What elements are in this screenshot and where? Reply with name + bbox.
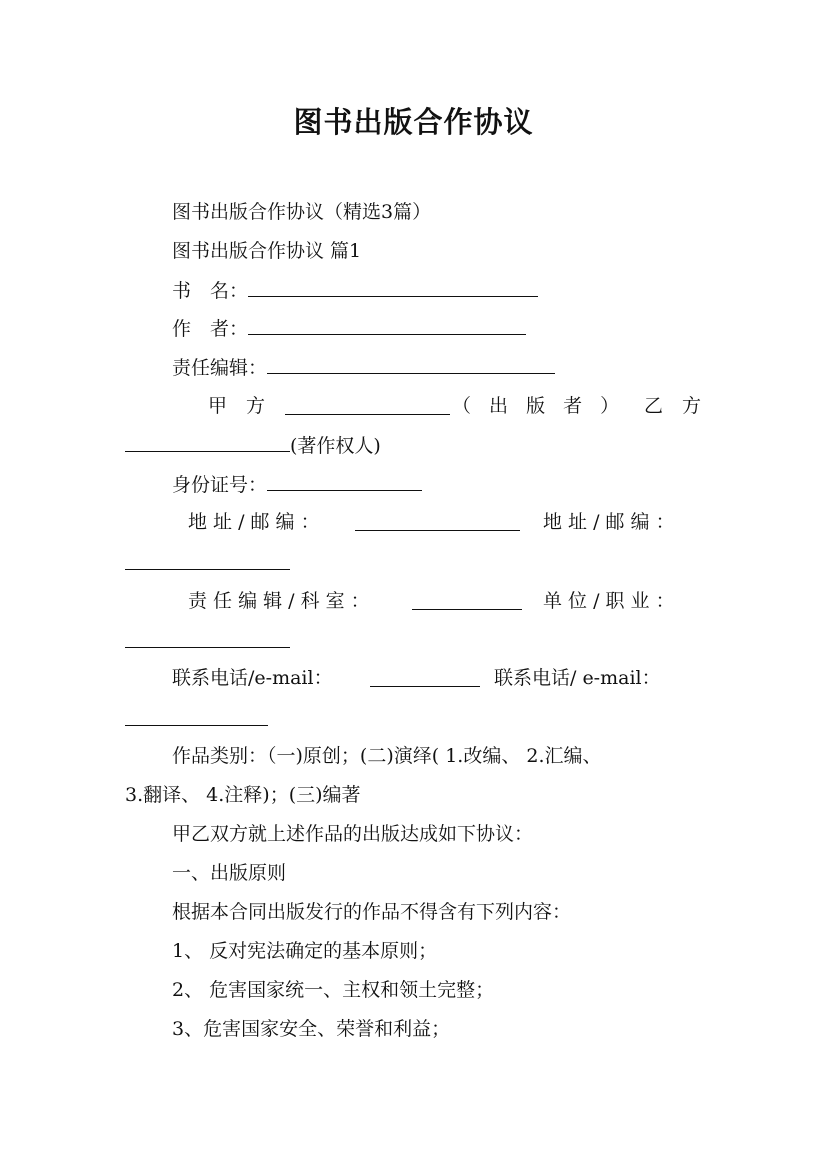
unit-label: 单 位 / 职 业 ： [543, 590, 675, 612]
id-blank [267, 472, 422, 491]
subtitle: 图书出版合作协议（精选3篇） [172, 201, 432, 223]
contact-blank-a [370, 668, 480, 687]
book-name-row [172, 278, 538, 303]
publisher-label: （ 出 版 者 ） [452, 395, 626, 417]
book-name-label: 书 名： [172, 280, 249, 302]
author-label: 作 者： [172, 318, 249, 340]
dept-label: 责 任 编 辑 / 科 室 ： [188, 590, 370, 612]
unit-blank [125, 629, 290, 648]
address-blank-b [125, 551, 290, 570]
copyright-owner-label: (著作权人) [290, 435, 381, 457]
section-1-title: 一、出版原则 [172, 862, 287, 884]
editor-row [172, 355, 555, 380]
id-label: 身份证号： [172, 474, 268, 496]
book-name-blank [248, 278, 538, 297]
list-item-1: 1、 反对宪法确定的基本原则； [172, 940, 438, 962]
author-blank [248, 316, 526, 335]
list-item-3: 3、危害国家安全、荣誉和利益； [172, 1018, 451, 1040]
id-row [172, 472, 422, 497]
contact-label-a: 联系电话/e-mail： [172, 667, 333, 689]
agreement-intro: 甲乙双方就上述作品的出版达成如下协议： [172, 823, 534, 845]
party-b-blank [125, 433, 290, 452]
address-blank-a [355, 512, 520, 531]
section-1-intro: 根据本合同出版发行的作品不得含有下列内容： [172, 901, 572, 923]
party-b-label: 乙 方 [644, 395, 702, 417]
contact-blank-b [125, 707, 268, 726]
part-heading: 图书出版合作协议 篇1 [172, 240, 362, 262]
editor-blank [267, 355, 555, 374]
document-title: 图书出版合作协议 [293, 105, 534, 139]
category-line-2: 3.翻译、 4.注释)；(三)编著 [125, 784, 361, 806]
party-a-blank [285, 396, 450, 415]
author-row [172, 316, 526, 341]
dept-blank [412, 591, 522, 610]
address-label-b: 地 址 / 邮 编 ： [543, 511, 675, 533]
category-line-1: 作品类别：（一)原创；(二)演绎( 1.改编、 2.汇编、 [172, 745, 602, 767]
address-label-a: 地 址 / 邮 编 ： [188, 511, 320, 533]
party-a-label: 甲 方 [208, 395, 266, 417]
editor-label: 责任编辑： [172, 357, 268, 379]
contact-label-b: 联系电话/ e-mail： [494, 667, 661, 689]
list-item-2: 2、 危害国家统一、主权和领土完整； [172, 979, 495, 1001]
party-b-row [125, 433, 381, 458]
